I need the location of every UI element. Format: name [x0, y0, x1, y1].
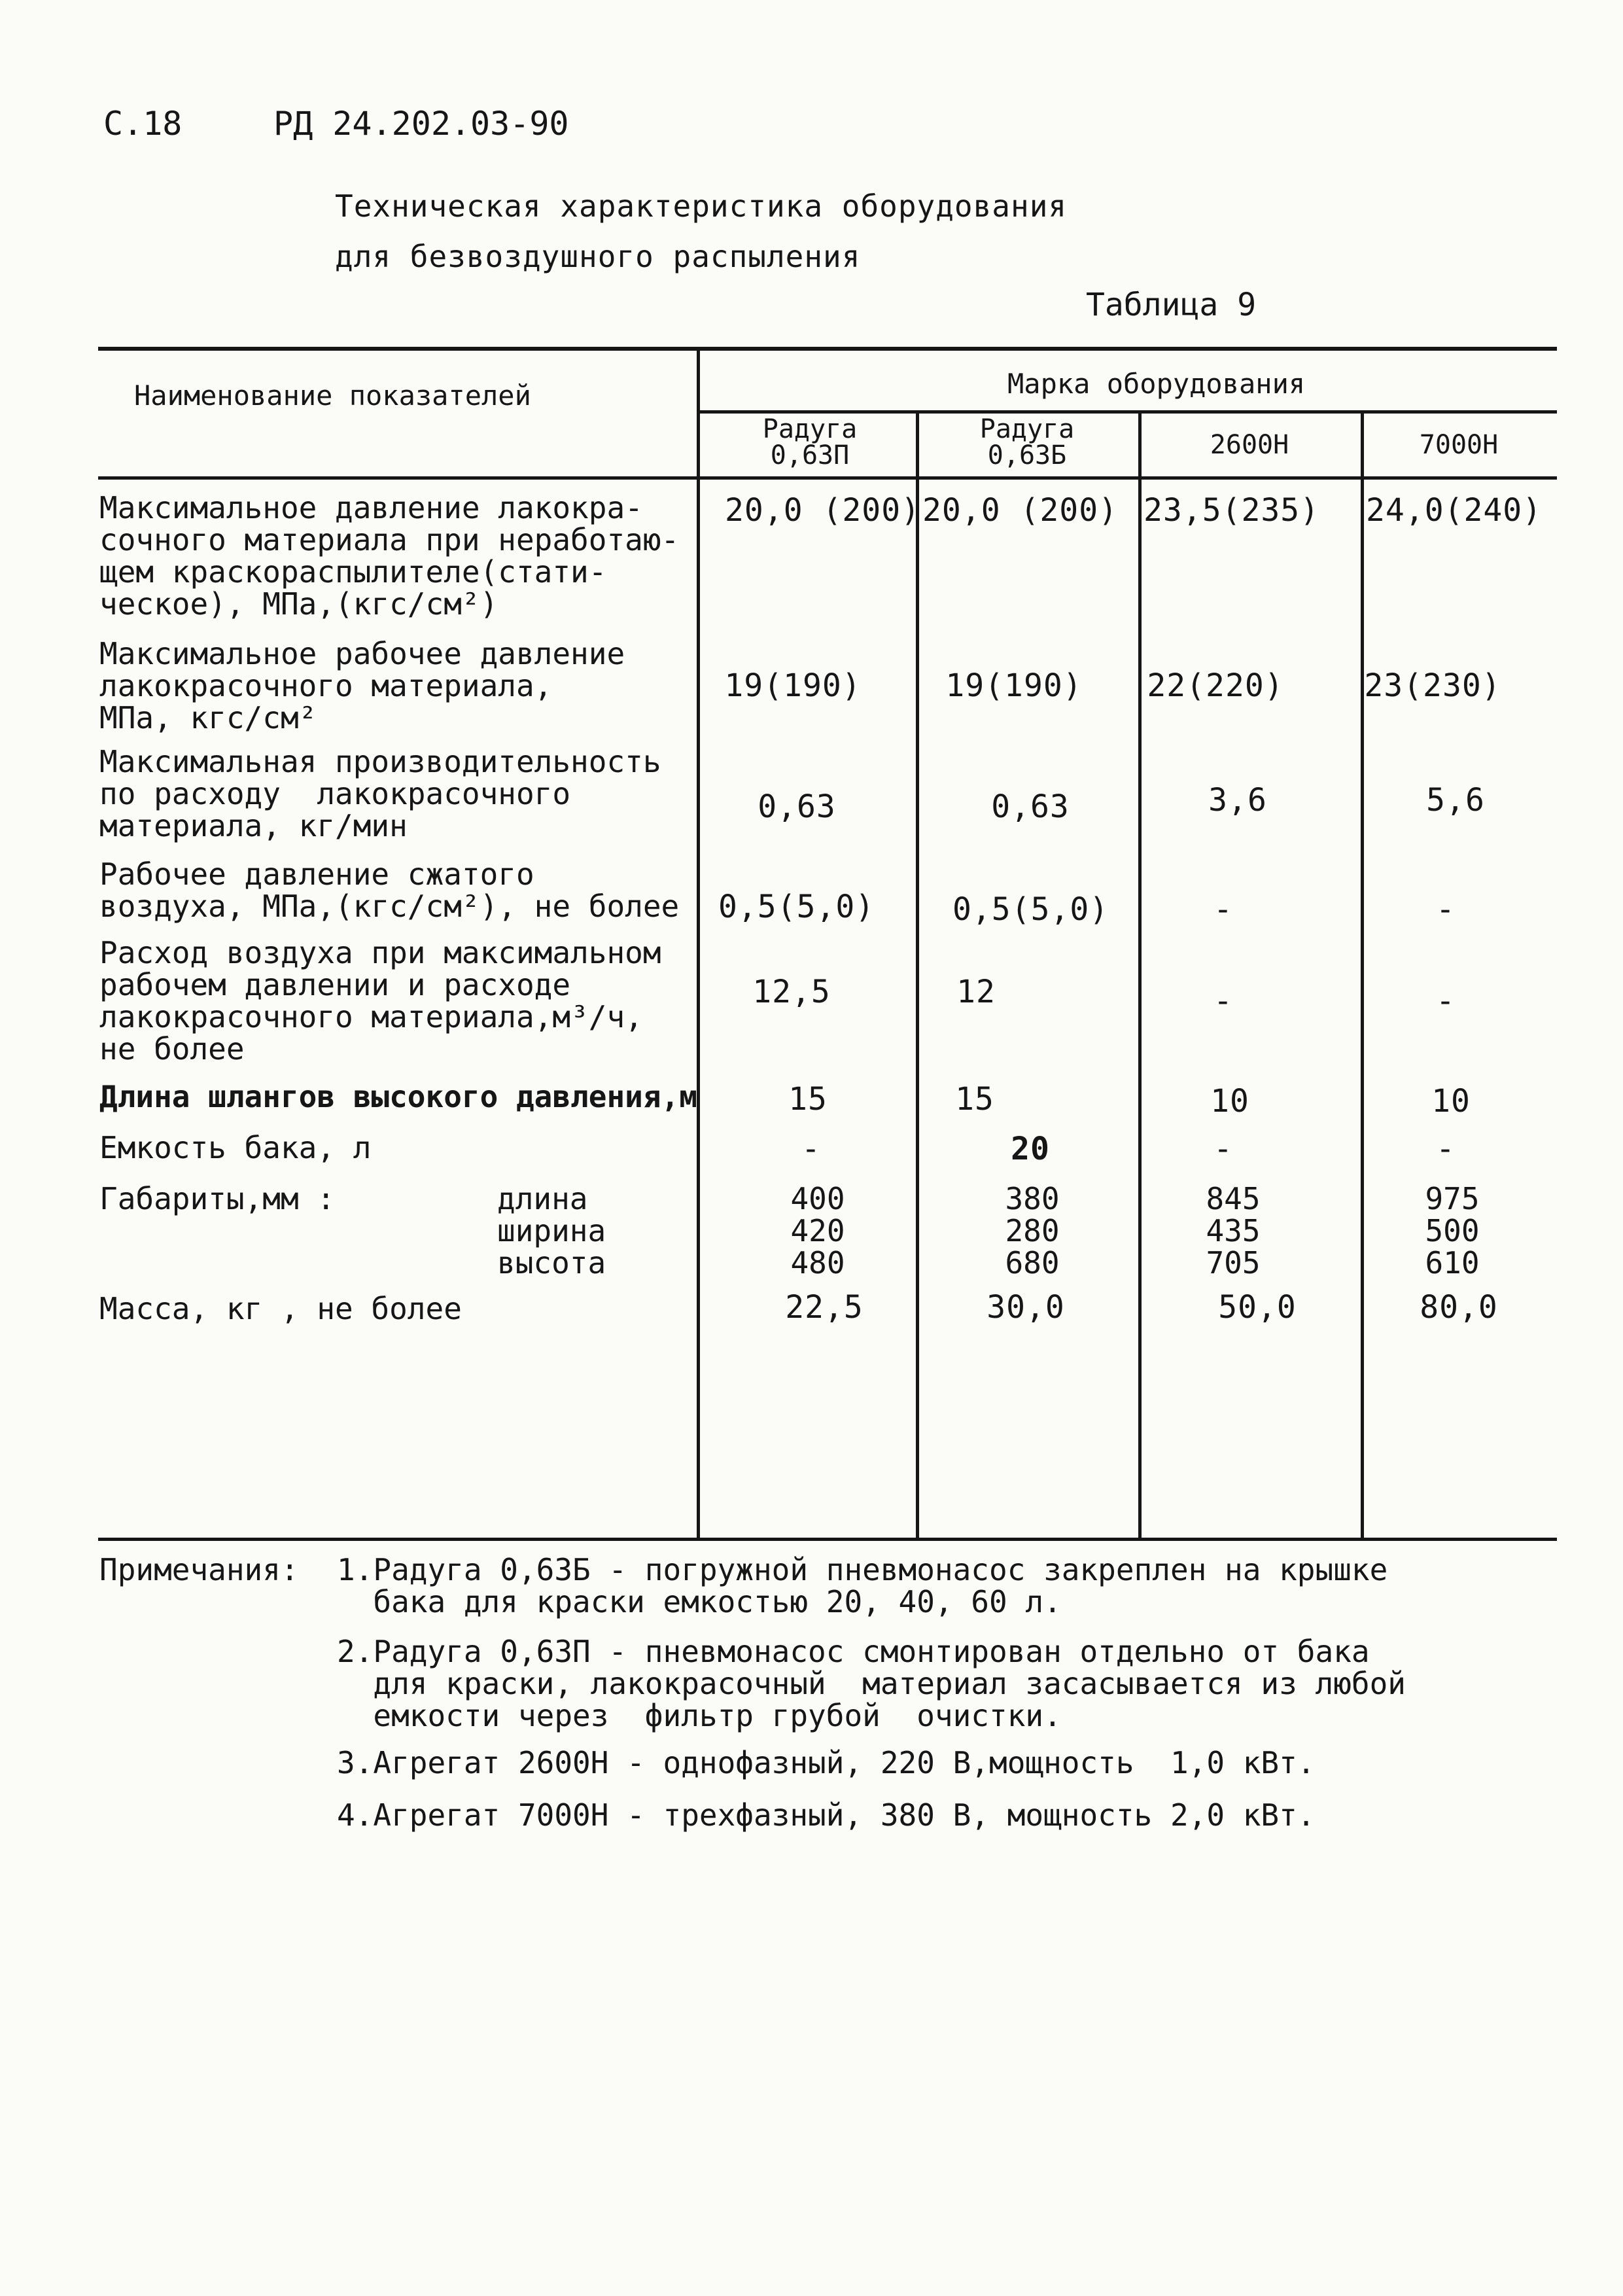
- note-1: 1.Радуга 0,63Б - погружной пневмонасос закреплен на крышке бака для краски емкостью 20, 40, 60 л.: [337, 1552, 1388, 1619]
- note-2: 2.Радуга 0,63П - пневмонасос смонтирован отдельно от бака для краски, лакокрасочный материал засасывается из любой емкости через фильтр грубой очистки.: [337, 1634, 1406, 1733]
- param-compressed-air-pressure: Рабочее давление сжатого воздуха, МПа,(кгс/см²), не более: [99, 857, 680, 924]
- brand-column-header: Марка оборудования: [1007, 368, 1306, 400]
- param-max-static-pressure: Максимальное давление лакокра- сочного материала при неработаю- щем краскораспылителе(стати- ческое), МПа,(кгс/см²): [99, 490, 680, 622]
- param-column-header: Наименование показателей: [134, 380, 531, 412]
- value-cell: 50,0: [1218, 1289, 1297, 1326]
- value-cell: 12,5: [752, 974, 831, 1010]
- table-divider-col-2: [916, 412, 919, 1541]
- param-mass: Масса, кг , не более: [99, 1291, 462, 1326]
- brand-header-rule: [700, 410, 1557, 414]
- value-cell: 0,63: [991, 788, 1070, 825]
- value-cell: -: [1213, 891, 1233, 928]
- value-cell: 0,5(5,0): [718, 889, 875, 925]
- value-cell: 23(230): [1364, 667, 1501, 704]
- notes-label: Примечания:: [99, 1552, 299, 1587]
- value-cell: 10: [1210, 1083, 1249, 1120]
- value-cell: -: [1436, 983, 1456, 1019]
- table-title-line-1: Техническая характеристика оборудования: [335, 188, 1068, 224]
- param-air-consumption: Расход воздуха при максимальном рабочем давлении и расходе лакокрасочного материала,м³/ч, не более: [99, 935, 661, 1067]
- value-cell: -: [1436, 1131, 1456, 1167]
- column-header-2600n: 2600Н: [1210, 430, 1289, 460]
- page-number: С.18: [103, 105, 183, 143]
- param-max-productivity: Максимальная производительность по расходу лакокрасочного материала, кг/мин: [99, 744, 661, 843]
- value-cell: 22(220): [1147, 667, 1284, 704]
- value-cell: -: [1213, 983, 1233, 1019]
- value-cell: 975 500 610: [1425, 1181, 1480, 1280]
- param-dimensions: Габариты,мм :: [99, 1181, 336, 1216]
- value-cell: 24,0(240): [1366, 492, 1543, 529]
- dimension-sublabels: длина ширина высота: [497, 1181, 606, 1280]
- value-cell: 5,6: [1426, 782, 1485, 819]
- column-header-7000n: 7000Н: [1419, 430, 1499, 460]
- table-number-label: Таблица 9: [1086, 287, 1257, 323]
- value-cell: 10: [1431, 1083, 1471, 1120]
- table-title-line-2: для безвоздушного распыления: [335, 239, 861, 274]
- table-top-rule: [98, 347, 1557, 351]
- value-cell: -: [801, 1131, 821, 1167]
- value-cell: 12: [956, 974, 996, 1010]
- value-cell: 19(190): [724, 667, 862, 704]
- value-cell: 0,5(5,0): [952, 891, 1109, 928]
- table-divider-col-4: [1361, 412, 1364, 1541]
- value-cell: 3,6: [1208, 782, 1267, 819]
- table-divider-col-3: [1138, 412, 1142, 1541]
- column-header-raduga-063p: Радуга 0,63П: [762, 414, 858, 470]
- value-cell: 15: [788, 1081, 828, 1118]
- value-cell: 15: [955, 1081, 994, 1118]
- value-cell: 20: [1011, 1131, 1050, 1167]
- table-divider-params: [697, 347, 700, 1541]
- value-cell: 30,0: [986, 1289, 1065, 1326]
- param-tank-capacity: Емкость бака, л: [99, 1130, 372, 1165]
- value-cell: 845 435 705: [1206, 1181, 1261, 1280]
- document-code: РД 24.202.03-90: [273, 105, 569, 143]
- value-cell: -: [1436, 891, 1456, 928]
- value-cell: 22,5: [785, 1289, 864, 1326]
- value-cell: 20,0 (200): [725, 492, 920, 529]
- value-cell: 23,5(235): [1143, 492, 1320, 529]
- column-header-raduga-063b: Радуга 0,63Б: [979, 414, 1075, 470]
- note-4: 4.Агрегат 7000Н - трехфазный, 380 В, мощность 2,0 кВт.: [337, 1797, 1316, 1833]
- table-header-rule: [98, 476, 1557, 480]
- value-cell: 19(190): [945, 667, 1083, 704]
- value-cell: 0,63: [758, 788, 836, 825]
- param-hose-length: Длина шлангов высокого давления,м: [99, 1079, 697, 1114]
- table-bottom-rule: [98, 1538, 1557, 1541]
- param-max-working-pressure: Максимальное рабочее давление лакокрасочного материала, МПа, кгс/см²: [99, 636, 625, 735]
- value-cell: 20,0 (200): [922, 492, 1118, 529]
- value-cell: 400 420 480: [790, 1181, 845, 1280]
- value-cell: 80,0: [1420, 1289, 1498, 1326]
- note-3: 3.Агрегат 2600Н - однофазный, 220 В,мощность 1,0 кВт.: [337, 1745, 1316, 1780]
- value-cell: 380 280 680: [1005, 1181, 1060, 1280]
- value-cell: -: [1213, 1131, 1233, 1167]
